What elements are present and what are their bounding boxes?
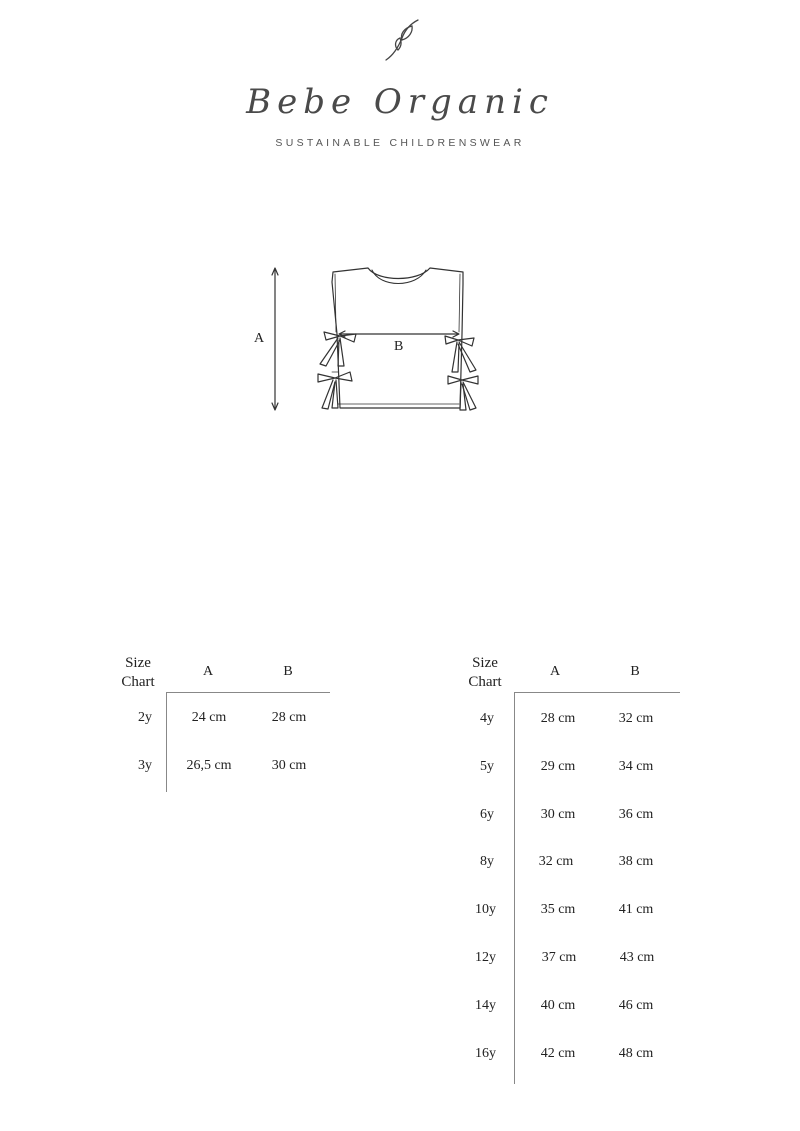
table-row-b: 43 cm [619,950,655,965]
table-row-b: 34 cm [618,759,654,774]
size-chart-header-line2: Chart [121,674,155,690]
column-header-b: B [630,664,640,679]
size-chart-header-line1: Size [125,655,151,671]
dimension-label-b: B [394,339,404,354]
table-row-b: 48 cm [618,1046,654,1061]
table-side-rule [514,692,515,1084]
size-chart-header [459,654,511,692]
table-row-a: 40 cm [540,998,576,1013]
table-row-b: 36 cm [618,807,654,822]
table-row-b: 41 cm [618,902,654,917]
column-header-b: B [283,664,293,679]
table-row-size: 8y [480,854,494,869]
table-row-size: 16y [475,1046,496,1061]
table-row-size: 10y [475,902,496,917]
table-side-rule [166,692,167,792]
size-chart-header-line2: Chart [468,674,502,690]
leaf-logo-icon [382,16,422,64]
table-row-size: 14y [475,998,496,1013]
table-row-a: 42 cm [540,1046,576,1061]
table-row-a: 24 cm [191,710,227,725]
table-row-b: 30 cm [271,758,307,773]
table-row-a: 29 cm [540,759,576,774]
table-row-a: 37 cm [541,950,577,965]
brand-name: Bebe Organic [246,82,554,122]
table-header-rule [514,692,680,693]
column-header-a: A [202,664,214,679]
column-header-a: A [549,664,561,679]
dimension-arrow-a [272,268,278,410]
table-row-a: 32 cm [538,854,574,869]
table-row-b: 46 cm [618,998,654,1013]
table-row-b: 32 cm [618,711,654,726]
table-row-b: 38 cm [618,854,654,869]
table-row-size: 3y [138,758,152,773]
table-row-a: 26,5 cm [186,758,232,773]
table-row-size: 2y [138,710,152,725]
garment-diagram [240,262,500,417]
table-row-size: 4y [480,711,494,726]
brand-tagline: SUSTAINABLE CHILDRENSWEAR [275,137,525,149]
table-row-size: 12y [475,950,496,965]
dimension-arrow-b [339,331,459,337]
table-header-rule [166,692,330,693]
size-chart-header [112,654,164,692]
size-chart-header-line1: Size [472,655,498,671]
table-row-size: 5y [480,759,494,774]
table-row-size: 6y [480,807,494,822]
table-row-a: 35 cm [540,902,576,917]
dimension-label-a: A [254,331,265,346]
table-row-a: 30 cm [540,807,576,822]
garment-body [332,268,463,408]
table-row-a: 28 cm [540,711,576,726]
table-row-b: 28 cm [271,710,307,725]
